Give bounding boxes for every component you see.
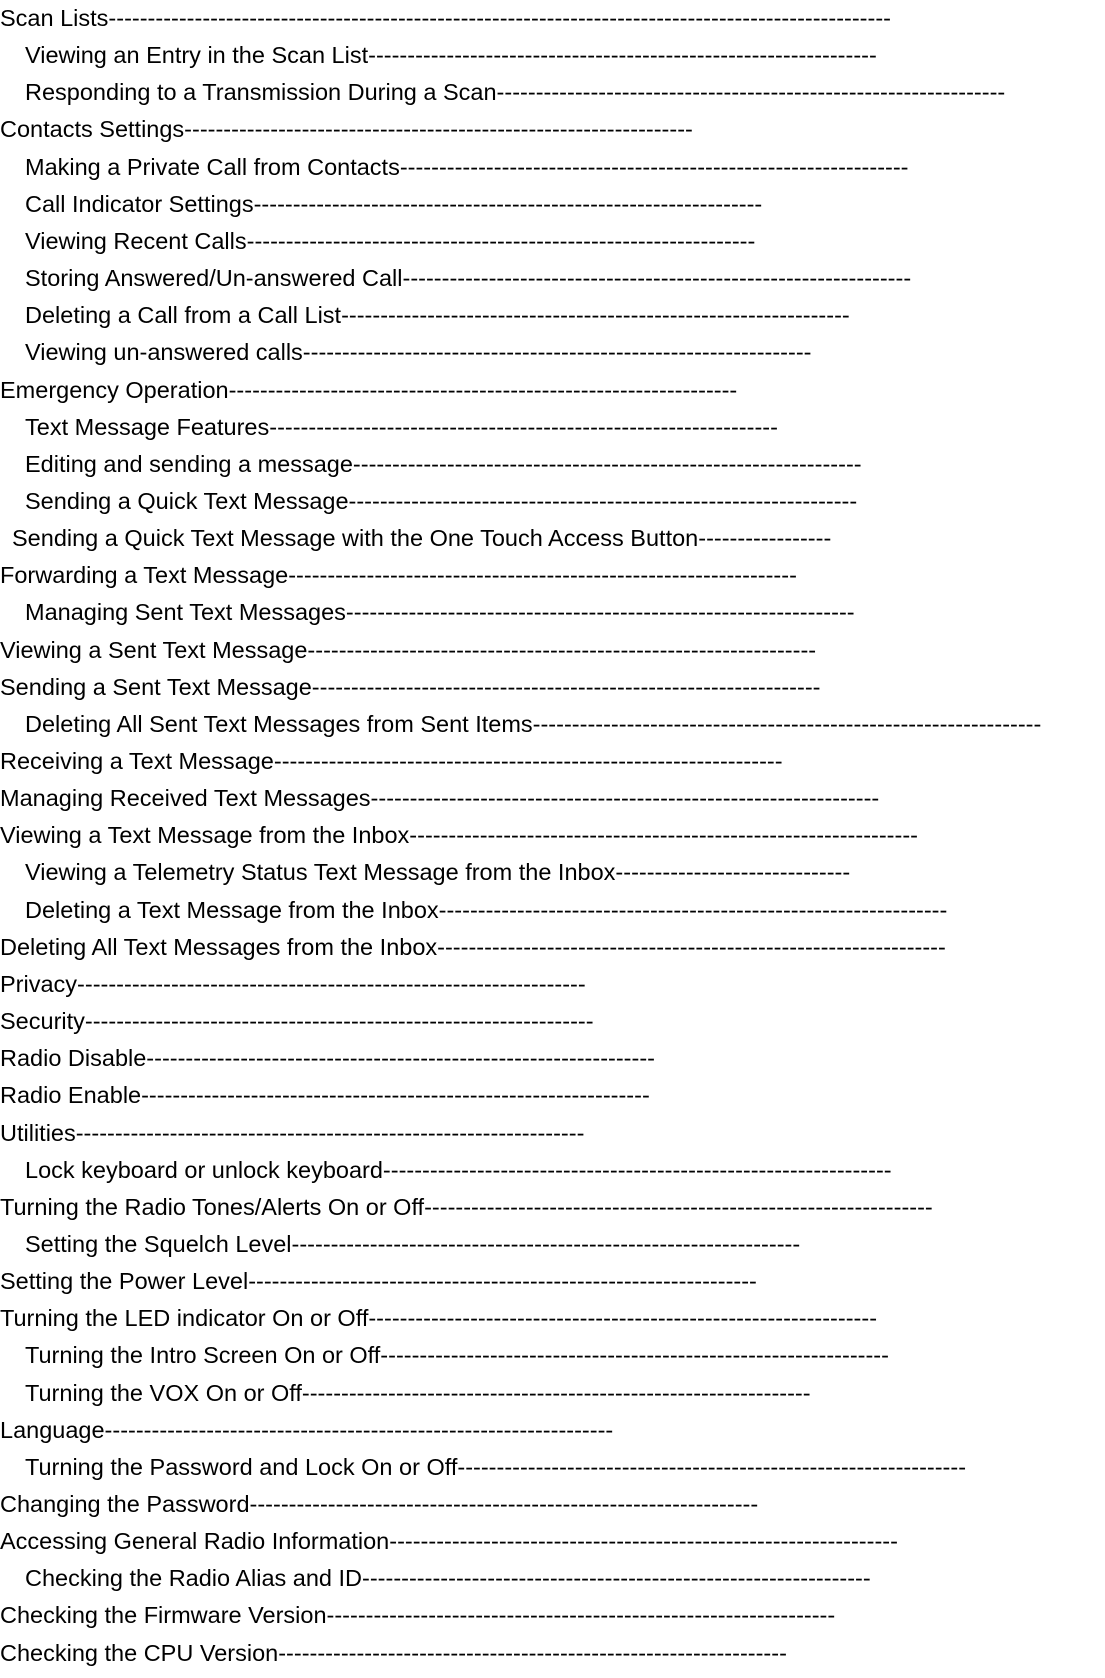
- toc-entry[interactable]: Radio Disable-----------------------------------------------------------------: [0, 1045, 655, 1072]
- toc-entry[interactable]: Utilities-----------------------------------------------------------------: [0, 1119, 585, 1146]
- toc-entry[interactable]: Viewing an Entry in the Scan List-----------------------------------------------------------------: [25, 42, 877, 69]
- toc-entry[interactable]: Call Indicator Settings-----------------------------------------------------------------: [25, 190, 763, 217]
- toc-entry[interactable]: Editing and sending a message-----------------------------------------------------------------: [25, 450, 862, 477]
- toc-entry[interactable]: Sending a Quick Text Message with the One Touch Access Button-----------------: [12, 525, 832, 552]
- toc-entry[interactable]: Viewing a Sent Text Message-----------------------------------------------------------------: [0, 636, 817, 663]
- toc-entry[interactable]: Emergency Operation-----------------------------------------------------------------: [0, 376, 738, 403]
- toc-entry[interactable]: Storing Answered/Un-answered Call-----------------------------------------------------------------: [25, 265, 912, 292]
- toc-entry[interactable]: Making a Private Call from Contacts-----------------------------------------------------------------: [25, 153, 909, 180]
- toc-entry[interactable]: Responding to a Transmission During a Scan-----------------------------------------------------------------: [25, 79, 1006, 106]
- toc-entry[interactable]: Viewing Recent Calls-----------------------------------------------------------------: [25, 227, 756, 254]
- toc-entry[interactable]: Security-----------------------------------------------------------------: [0, 1008, 594, 1035]
- toc-entry[interactable]: Deleting All Text Messages from the Inbox-----------------------------------------------------------------: [0, 933, 946, 960]
- toc-entry[interactable]: Privacy-----------------------------------------------------------------: [0, 970, 586, 997]
- toc-entry[interactable]: Text Message Features-----------------------------------------------------------------: [25, 413, 778, 440]
- toc-entry[interactable]: Managing Sent Text Messages-----------------------------------------------------------------: [25, 599, 855, 626]
- toc-entry[interactable]: Deleting All Sent Text Messages from Sent Items-----------------------------------------------------------------: [25, 710, 1042, 737]
- toc-entry[interactable]: Turning the Password and Lock On or Off-----------------------------------------------------------------: [25, 1453, 967, 1480]
- toc-entry[interactable]: Scan Lists----------------------------------------------------------------------------------------------------: [0, 5, 891, 31]
- toc-entry[interactable]: Language-----------------------------------------------------------------: [0, 1416, 614, 1443]
- toc-entry[interactable]: Turning the LED indicator On or Off-----------------------------------------------------------------: [0, 1305, 878, 1332]
- toc-entry[interactable]: Checking the Radio Alias and ID-----------------------------------------------------------------: [25, 1565, 871, 1592]
- toc-entry[interactable]: Accessing General Radio Information-----------------------------------------------------------------: [0, 1528, 898, 1555]
- toc-entry[interactable]: Radio Enable-----------------------------------------------------------------: [0, 1082, 650, 1109]
- toc-entry[interactable]: Checking the Firmware Version-----------------------------------------------------------------: [0, 1602, 836, 1629]
- toc-entry[interactable]: Deleting a Call from a Call List-----------------------------------------------------------------: [25, 302, 850, 329]
- toc-entry[interactable]: Setting the Squelch Level-----------------------------------------------------------------: [25, 1230, 801, 1257]
- toc-entry[interactable]: Receiving a Text Message-----------------------------------------------------------------: [0, 748, 783, 774]
- toc-entry[interactable]: Managing Received Text Messages-----------------------------------------------------------------: [0, 785, 880, 812]
- toc-entry[interactable]: Viewing un-answered calls-----------------------------------------------------------------: [25, 339, 812, 366]
- toc-entry[interactable]: Turning the Radio Tones/Alerts On or Off-----------------------------------------------------------------: [0, 1193, 933, 1220]
- toc-entry[interactable]: Contacts Settings-----------------------------------------------------------------: [0, 116, 693, 143]
- toc-entry[interactable]: Checking the CPU Version-----------------------------------------------------------------: [0, 1639, 787, 1666]
- toc-entry[interactable]: Viewing a Telemetry Status Text Message from the Inbox------------------------------: [25, 859, 851, 886]
- toc-entry[interactable]: Viewing a Text Message from the Inbox-----------------------------------------------------------------: [0, 822, 918, 849]
- toc-entry[interactable]: Deleting a Text Message from the Inbox-----------------------------------------------------------------: [25, 896, 948, 923]
- toc-entry[interactable]: Turning the Intro Screen On or Off-----------------------------------------------------------------: [25, 1342, 889, 1369]
- toc-entry[interactable]: Setting the Power Level-----------------------------------------------------------------: [0, 1268, 757, 1295]
- toc-entry[interactable]: Turning the VOX On or Off-----------------------------------------------------------------: [25, 1379, 811, 1406]
- toc-entry[interactable]: Sending a Sent Text Message-----------------------------------------------------------------: [0, 673, 821, 700]
- toc-entry[interactable]: Changing the Password-----------------------------------------------------------------: [0, 1491, 759, 1517]
- toc-entry[interactable]: Lock keyboard or unlock keyboard-----------------------------------------------------------------: [25, 1156, 892, 1183]
- toc-entry[interactable]: Forwarding a Text Message-----------------------------------------------------------------: [0, 562, 797, 589]
- toc-entry[interactable]: Sending a Quick Text Message-----------------------------------------------------------------: [25, 487, 858, 514]
